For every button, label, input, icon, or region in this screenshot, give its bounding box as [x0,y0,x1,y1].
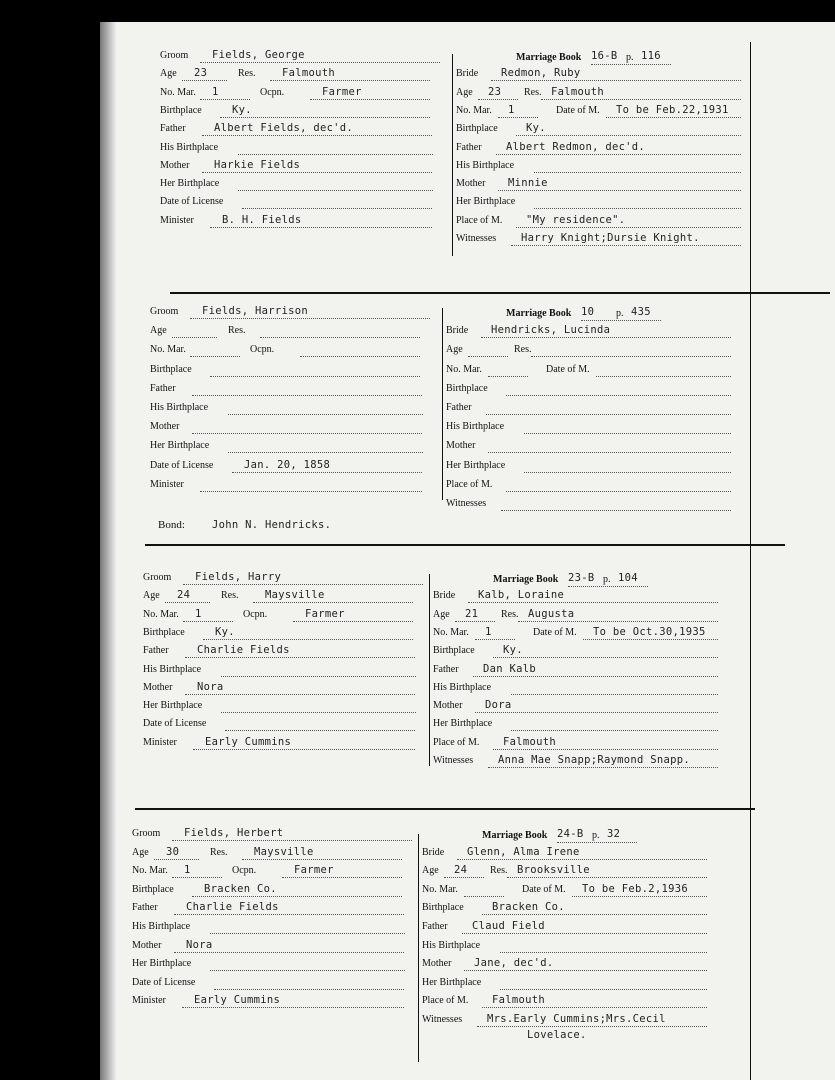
groom-her-birthplace-line [221,712,416,713]
groom-her-birthplace-line [238,190,433,191]
groom-no-mar-value: 1 [184,864,191,877]
groom-res-value: Falmouth [282,67,335,80]
bride-his-birthplace-line [511,694,718,695]
bride-birthplace-value: Ky. [503,644,523,657]
bride-place-of-m-label: Place of M. [433,736,480,748]
bride-no-mar-label: No. Mar. [456,104,492,116]
bride-age-value: 21 [465,607,479,620]
groom-mother-value: Nora [197,680,224,693]
bride-name-value: Hendricks, Lucinda [491,324,611,337]
groom-no-mar-value: 1 [195,607,202,620]
bride-bride-label: Bride [433,590,456,602]
bride-place-of-m-value: Falmouth [503,735,556,748]
record-divider [452,54,453,256]
marriage-book-number: 24-B [557,828,584,840]
groom-father-label: Father [150,382,176,394]
groom-name-value: Fields, Harry [195,571,282,583]
bride-res-line [541,99,741,100]
bride-birthplace-label: Birthplace [446,382,488,394]
groom-ocpn-value: Farmer [322,85,362,98]
bride-birthplace-line [493,657,718,658]
groom-groom-label: Groom [132,828,161,839]
bride-father-label: Father [422,921,448,932]
groom-res-line [260,337,420,338]
marriage-book-line [591,64,671,65]
bride-witnesses-value: Mrs.Early Cummins;Mrs.Cecil [487,1013,666,1025]
bride-no-mar-line [475,639,515,640]
groom-date-of-license-line [232,472,422,473]
marriage-book-number: 10 [581,306,595,318]
marriage-book-label: Marriage Book [516,52,582,63]
groom-res-line [253,602,413,603]
marriage-book-label: Marriage Book [482,830,548,841]
bride-birthplace-line [516,135,741,136]
bride-no-mar-line [464,896,504,897]
page-label: p. [592,830,600,841]
bride-his-birthplace-label: His Birthplace [422,939,481,951]
bride-her-birthplace-label: Her Birthplace [433,718,493,730]
groom-father-label: Father [160,123,186,135]
groom-res-label: Res. [238,68,256,80]
bride-date-of-m-line [606,117,741,118]
groom-name-line [200,62,440,63]
bride-age-label: Age [422,865,439,877]
groom-age-label: Age [132,846,149,858]
bride-father-value: Claud Field [472,920,545,932]
groom-birthplace-label: Birthplace [143,626,185,638]
groom-her-birthplace-label: Her Birthplace [160,178,220,190]
bride-res-label: Res. [514,344,532,356]
groom-his-birthplace-label: His Birthplace [143,663,202,675]
groom-mother-label: Mother [150,421,180,433]
groom-his-birthplace-label: His Birthplace [160,141,219,153]
groom-age-line [165,602,210,603]
bride-name-value: Redmon, Ruby [501,67,581,80]
marriage-book-line [568,586,648,587]
bride-witnesses-line [488,767,718,768]
bride-birthplace-line [482,914,707,915]
bride-age-label: Age [446,344,463,356]
groom-age-value: 23 [194,67,208,80]
page-label: p. [616,308,624,319]
record-divider [442,308,443,500]
groom-ocpn-line [282,877,402,878]
bride-date-of-m-label: Date of M. [556,104,600,116]
bride-mother-line [488,452,731,453]
bride-father-line [473,676,718,677]
bride-her-birthplace-line [500,989,707,990]
bride-father-value: Albert Redmon, dec'd. [506,140,646,153]
bride-place-of-m-label: Place of M. [422,995,469,1007]
bride-his-birthplace-label: His Birthplace [456,159,515,171]
groom-res-label: Res. [221,590,239,602]
bride-father-label: Father [433,663,459,675]
groom-res-line [242,859,402,860]
groom-birthplace-line [220,117,430,118]
groom-res-label: Res. [228,325,246,337]
groom-birthplace-label: Birthplace [150,363,192,375]
groom-father-value: Charlie Fields [197,644,290,657]
groom-minister-value: Early Cummins [205,735,292,748]
bride-bride-label: Bride [446,325,469,337]
groom-name-value: Fields, George [212,49,305,61]
groom-no-mar-line [200,99,250,100]
groom-birthplace-label: Birthplace [132,883,174,895]
groom-her-birthplace-line [210,970,405,971]
bride-res-value: Brooksville [517,864,590,877]
groom-his-birthplace-label: His Birthplace [132,921,191,932]
marriage-book-page: 104 [618,572,638,584]
groom-name-line [190,318,430,319]
marriage-book-page: 32 [607,828,621,840]
groom-mother-line [174,952,404,953]
bride-age-line [455,621,495,622]
bride-place-of-m-label: Place of M. [446,478,493,490]
bride-age-value: 24 [454,864,468,877]
bride-date-of-m-value: To be Feb.22,1931 [616,103,729,116]
bride-mother-value: Minnie [508,177,548,190]
bride-his-birthplace-label: His Birthplace [433,681,492,693]
groom-mother-line [192,433,422,434]
bride-name-line [468,602,718,603]
groom-father-line [202,135,432,136]
bride-place-of-m-value: Falmouth [492,994,545,1007]
groom-mother-label: Mother [132,939,162,951]
groom-ocpn-label: Ocpn. [243,608,268,620]
bride-no-mar-label: No. Mar. [433,626,469,638]
groom-her-birthplace-label: Her Birthplace [150,440,210,452]
bride-name-line [491,80,741,81]
bride-place-of-m-line [516,227,741,228]
groom-no-mar-label: No. Mar. [143,608,179,620]
bride-date-of-m-label: Date of M. [546,363,590,375]
marriage-book-page: 116 [641,50,661,62]
groom-date-of-license-label: Date of License [143,718,207,730]
bride-witnesses-label: Witnesses [433,755,474,766]
bride-birthplace-value: Bracken Co. [492,901,565,914]
bride-witnesses-label: Witnesses [456,233,497,244]
marriage-book-page: 435 [631,306,651,318]
groom-no-mar-line [172,877,222,878]
bride-mother-line [475,712,718,713]
bond-label: Bond: [158,519,185,532]
groom-her-birthplace-line [228,452,423,453]
page-label: p. [626,52,634,63]
groom-birthplace-line [192,896,402,897]
bride-mother-label: Mother [456,178,486,190]
groom-age-label: Age [150,325,167,337]
record-separator [145,544,785,546]
bride-her-birthplace-label: Her Birthplace [446,459,506,471]
record-separator [135,808,755,810]
bride-father-line [486,414,731,415]
bride-mother-value: Dora [485,699,512,712]
bride-her-birthplace-label: Her Birthplace [422,976,482,988]
bride-no-mar-line [488,376,528,377]
groom-res-value: Maysville [254,845,314,858]
groom-father-line [192,395,422,396]
bride-age-label: Age [433,608,450,620]
groom-mother-value: Harkie Fields [214,158,301,171]
bride-father-line [462,933,707,934]
record-divider [418,834,419,1062]
bride-bride-label: Bride [456,68,479,80]
bride-date-of-m-value: To be Feb.2,1936 [582,882,688,895]
bride-res-value: Falmouth [551,85,604,98]
groom-mother-line [202,172,432,173]
groom-groom-label: Groom [150,306,179,317]
bride-no-mar-line [498,117,538,118]
bride-date-of-m-value: To be Oct.30,1935 [593,625,706,638]
groom-res-label: Res. [210,846,228,858]
bride-no-mar-label: No. Mar. [446,363,482,375]
groom-his-birthplace-line [238,154,433,155]
groom-res-line [270,80,430,81]
groom-birthplace-line [210,376,420,377]
groom-date-of-license-label: Date of License [150,459,214,471]
bride-mother-value: Jane, dec'd. [474,957,554,970]
groom-age-label: Age [143,590,160,602]
record-page [100,22,835,1080]
bride-his-birthplace-line [524,433,731,434]
bride-place-of-m-label: Place of M. [456,214,503,226]
bride-res-label: Res. [490,865,508,877]
bride-name-line [481,337,731,338]
groom-minister-label: Minister [132,995,166,1007]
bride-res-line [531,356,731,357]
bond-value: John N. Hendricks. [212,519,332,532]
groom-ocpn-line [310,99,430,100]
bride-place-of-m-line [493,749,718,750]
groom-age-value: 30 [166,845,180,858]
bride-her-birthplace-label: Her Birthplace [456,196,516,208]
groom-no-mar-line [190,356,240,357]
bride-father-value: Dan Kalb [483,662,536,675]
bride-place-of-m-line [506,491,731,492]
bride-her-birthplace-line [524,472,731,473]
bride-name-line [457,859,707,860]
bride-res-value: Augusta [528,607,575,620]
groom-age-line [154,859,199,860]
bride-date-of-m-line [596,376,731,377]
groom-no-mar-label: No. Mar. [132,865,168,877]
groom-father-line [174,914,404,915]
bride-name-value: Glenn, Alma Irene [467,845,580,858]
bride-mother-line [464,970,707,971]
groom-date-of-license-line [225,730,415,731]
marriage-book-line [581,320,661,321]
groom-minister-value: B. H. Fields [222,213,302,226]
groom-date-of-license-value: Jan. 20, 1858 [244,458,331,471]
groom-birthplace-line [203,639,413,640]
groom-name-value: Fields, Harrison [202,305,308,317]
groom-birthplace-value: Bracken Co. [204,882,277,895]
groom-her-birthplace-label: Her Birthplace [143,700,203,712]
groom-mother-label: Mother [143,681,173,693]
bride-age-line [444,877,484,878]
groom-minister-label: Minister [143,736,177,748]
bride-witnesses-line [477,1026,707,1027]
page-label: p. [603,574,611,585]
bride-birthplace-line [506,395,731,396]
record-separator [170,292,830,294]
groom-age-line [172,337,217,338]
groom-ocpn-line [300,356,420,357]
bride-witnesses-value: Harry Knight;Dursie Knight. [521,232,700,244]
groom-mother-line [185,694,415,695]
groom-name-line [172,840,412,841]
bride-age-line [468,356,508,357]
groom-father-value: Albert Fields, dec'd. [214,122,354,135]
groom-no-mar-label: No. Mar. [160,86,196,98]
marriage-book-label: Marriage Book [493,574,559,585]
bride-his-birthplace-line [534,172,741,173]
groom-date-of-license-label: Date of License [132,976,196,988]
groom-ocpn-label: Ocpn. [250,344,275,356]
groom-groom-label: Groom [143,572,172,583]
groom-his-birthplace-line [228,414,423,415]
groom-minister-label: Minister [150,478,184,490]
bride-no-mar-value: 1 [508,103,515,116]
groom-no-mar-label: No. Mar. [150,344,186,356]
bride-his-birthplace-label: His Birthplace [446,421,505,433]
bride-date-of-m-label: Date of M. [522,883,566,895]
groom-mother-label: Mother [160,159,190,171]
groom-groom-label: Groom [160,50,189,61]
bride-his-birthplace-line [500,952,707,953]
bride-father-label: Father [446,402,472,413]
bride-place-of-m-line [482,1007,707,1008]
groom-minister-line [210,227,432,228]
bride-birthplace-label: Birthplace [422,902,464,914]
bride-mother-label: Mother [433,700,463,712]
bride-witnesses-continued: Lovelace. [527,1028,587,1041]
bride-birthplace-value: Ky. [526,122,546,135]
groom-mother-value: Nora [186,938,213,951]
groom-birthplace-value: Ky. [232,103,252,116]
groom-minister-line [182,1007,404,1008]
bride-date-of-m-line [583,639,718,640]
bride-res-line [507,877,707,878]
bride-mother-label: Mother [422,958,452,970]
bride-bride-label: Bride [422,846,445,858]
groom-ocpn-value: Farmer [305,607,345,620]
bride-no-mar-label: No. Mar. [422,883,458,895]
marriage-book-line [557,842,637,843]
groom-ocpn-label: Ocpn. [260,86,285,98]
groom-name-value: Fields, Herbert [184,827,284,839]
marriage-book-number: 23-B [568,572,595,584]
bride-birthplace-label: Birthplace [433,645,475,657]
groom-her-birthplace-label: Her Birthplace [132,958,192,970]
bride-father-line [496,154,741,155]
groom-no-mar-value: 1 [212,85,219,98]
bride-witnesses-label: Witnesses [446,498,487,509]
groom-father-value: Charlie Fields [186,901,279,914]
bride-age-line [478,99,518,100]
bride-no-mar-value: 1 [485,625,492,638]
bride-res-label: Res. [524,86,542,98]
groom-birthplace-value: Ky. [215,625,235,638]
bride-name-value: Kalb, Loraine [478,589,565,602]
bride-place-of-m-value: "My residence". [526,213,626,226]
groom-age-value: 24 [177,589,191,602]
bride-father-label: Father [456,141,482,153]
bride-witnesses-line [511,245,741,246]
groom-minister-value: Early Cummins [194,994,281,1007]
bride-res-label: Res. [501,608,519,620]
groom-father-label: Father [132,902,158,914]
bride-mother-line [498,190,741,191]
bride-date-of-m-label: Date of M. [533,626,577,638]
groom-his-birthplace-line [210,933,405,934]
groom-no-mar-line [183,621,233,622]
bride-witnesses-value: Anna Mae Snapp;Raymond Snapp. [498,754,691,766]
groom-his-birthplace-line [221,676,416,677]
bride-her-birthplace-line [534,208,741,209]
groom-date-of-license-line [242,208,432,209]
groom-father-label: Father [143,645,169,657]
bride-date-of-m-line [572,896,707,897]
groom-ocpn-value: Farmer [294,864,334,877]
bride-witnesses-line [501,510,731,511]
groom-age-line [182,80,227,81]
groom-minister-label: Minister [160,214,194,226]
groom-his-birthplace-label: His Birthplace [150,402,209,413]
groom-minister-line [200,491,422,492]
groom-res-value: Maysville [265,589,325,602]
bride-age-label: Age [456,86,473,98]
groom-father-line [185,657,415,658]
marriage-book-label: Marriage Book [506,308,572,319]
bride-age-value: 23 [488,85,502,98]
groom-ocpn-line [293,621,413,622]
bride-her-birthplace-line [511,730,718,731]
groom-age-label: Age [160,68,177,80]
groom-date-of-license-line [214,989,404,990]
groom-name-line [183,584,423,585]
bride-mother-label: Mother [446,440,476,452]
bride-res-line [518,621,718,622]
groom-ocpn-label: Ocpn. [232,865,257,877]
bride-witnesses-label: Witnesses [422,1014,463,1025]
bride-birthplace-label: Birthplace [456,123,498,135]
groom-date-of-license-label: Date of License [160,196,224,208]
groom-birthplace-label: Birthplace [160,104,202,116]
marriage-book-number: 16-B [591,50,618,62]
groom-minister-line [193,749,415,750]
record-divider [429,574,430,766]
